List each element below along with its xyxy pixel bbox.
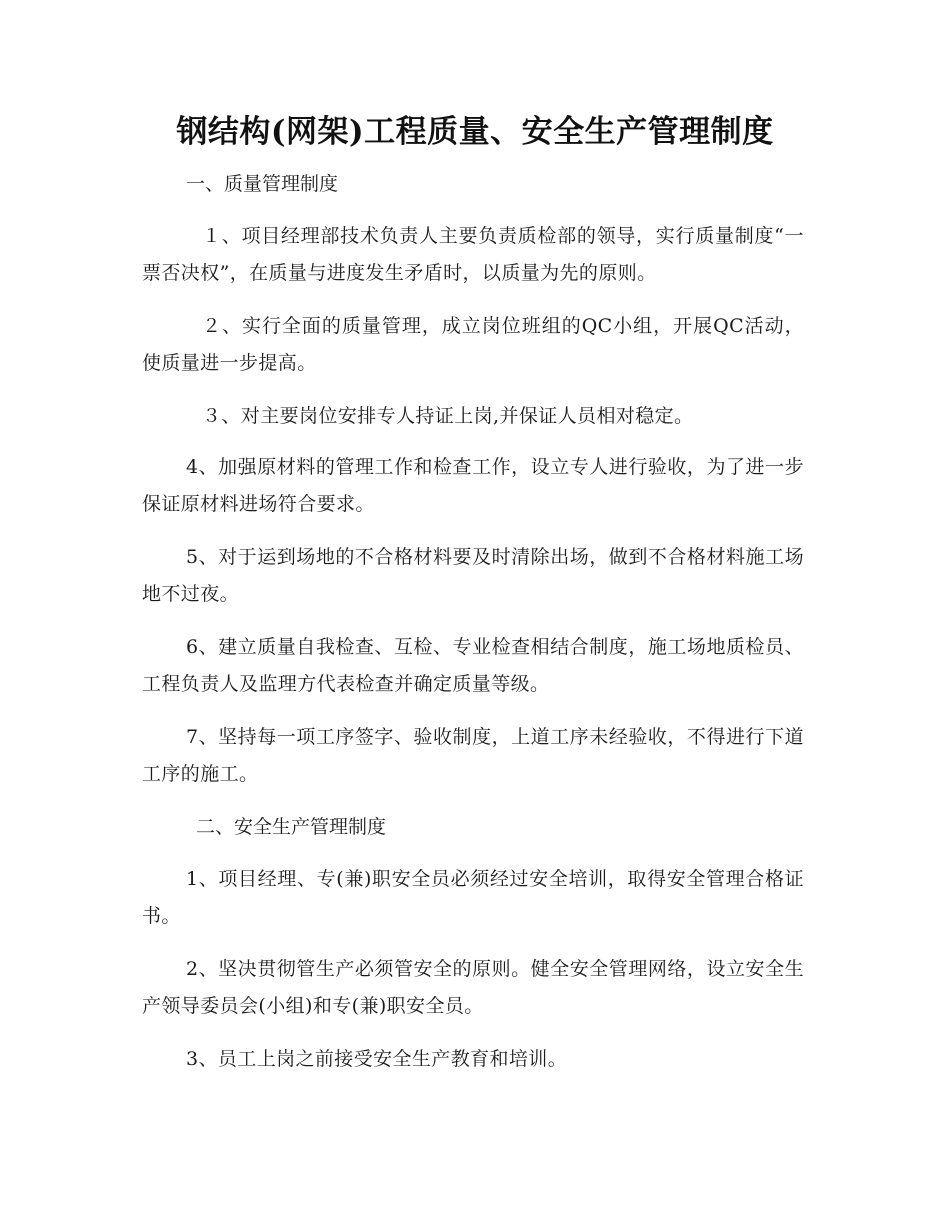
document-title: 钢结构(网架)工程质量、安全生产管理制度 [176, 114, 774, 150]
quality-item-7: 7、坚持每一项工序签字、验收制度，上道工序未经验收，不得进行下道工序的施工。 [142, 726, 804, 785]
quality-item-4: 4、加强原材料的管理工作和检查工作，设立专人进行验收，为了进一步保证原材料进场符合要求。 [142, 456, 804, 515]
safety-item-1: 1、项目经理、专(兼)职安全员必须经过安全培训，取得安全管理合格证书。 [142, 868, 804, 927]
section-heading-safety: 二、安全生产管理制度 [196, 816, 387, 838]
section-heading-quality: 一、质量管理制度 [186, 173, 339, 195]
safety-item-2: 2、坚决贯彻管生产必须管安全的原则。健全安全管理网络，设立安全生产领导委员会(小组)和专(兼)职安全员。 [142, 958, 804, 1017]
quality-item-5: 5、对于运到场地的不合格材料要及时清除出场，做到不合格材料施工场地不过夜。 [142, 546, 804, 605]
quality-item-1: １、项目经理部技术负责人主要负责质检部的领导，实行质量制度“一票否决权”，在质量与进度发生矛盾时，以质量为先的原则。 [142, 225, 804, 284]
quality-item-3: ３、对主要岗位安排专人持证上岗,并保证人员相对稳定。 [202, 405, 694, 427]
safety-item-3: 3、员工上岗之前接受安全生产教育和培训。 [186, 1048, 568, 1070]
quality-item-6: 6、建立质量自我检查、互检、专业检查相结合制度，施工场地质检员、工程负责人及监理方代表检查并确定质量等级。 [142, 636, 804, 695]
quality-item-2: ２、实行全面的质量管理，成立岗位班组的QC小组，开展QC活动，使质量进一步提高。 [142, 315, 804, 374]
